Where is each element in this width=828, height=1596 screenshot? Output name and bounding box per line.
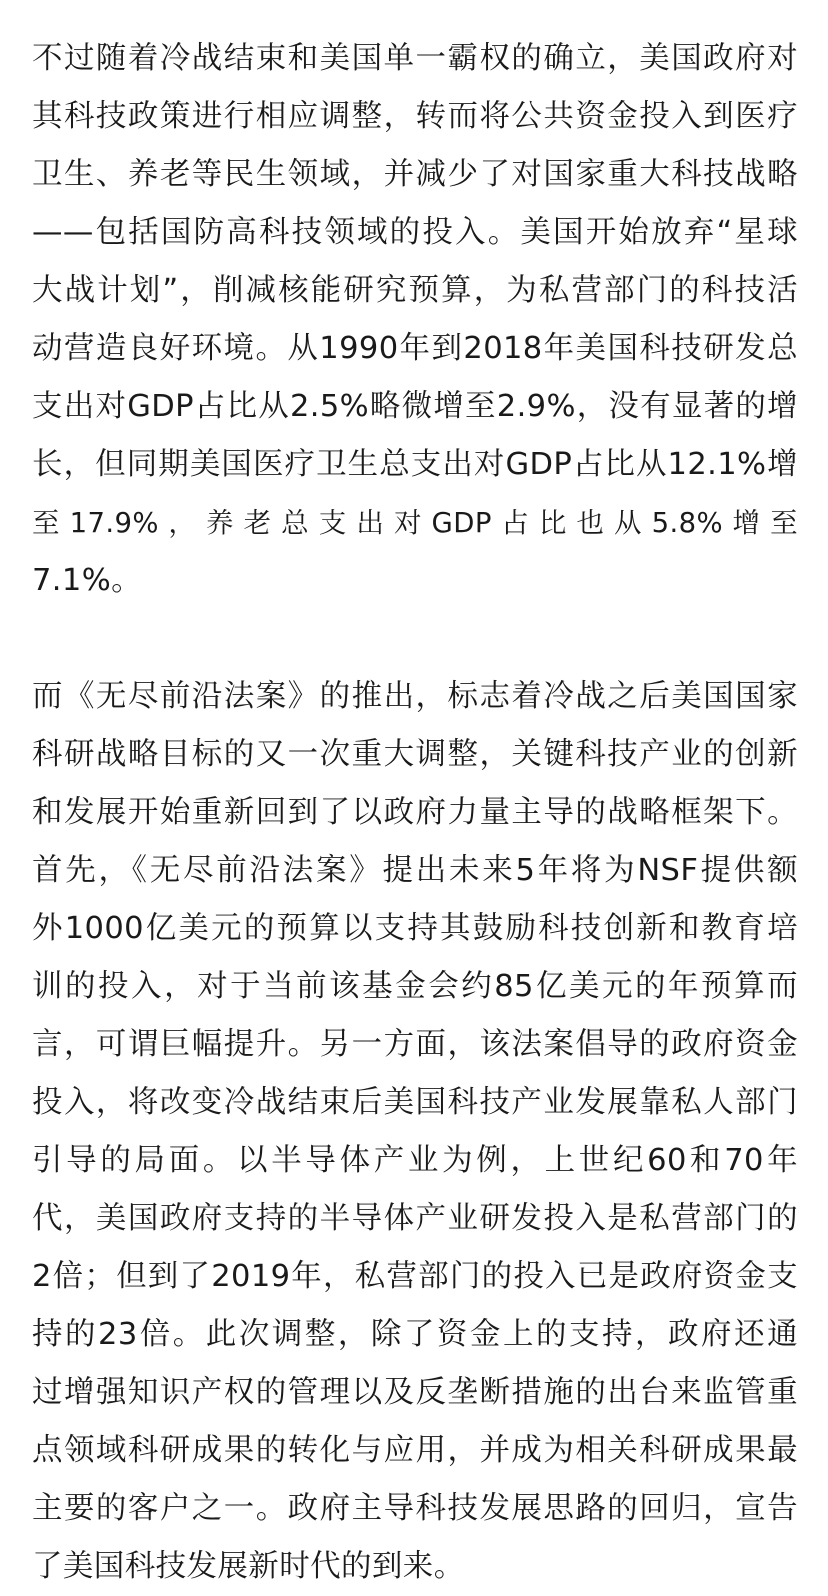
text-line: 代，美国政府支持的半导体产业研发投入是私营部门的 bbox=[32, 1201, 798, 1236]
text-line: 训的投入，对于当前该基金会约85亿美元的年预算而 bbox=[32, 969, 798, 1004]
text-line: 不过随着冷战结束和美国单一霸权的确立，美国政府对 bbox=[32, 41, 798, 76]
text-line: 至 17.9% ， 养 老 总 支 出 对 GDP 占 比 也 从 5.8% 增 至 bbox=[32, 507, 798, 539]
text-line: 2倍；但到了2019年，私营部门的投入已是政府资金支 bbox=[32, 1259, 798, 1294]
paragraph-spacer bbox=[32, 610, 798, 668]
paragraph-2 bbox=[32, 668, 798, 1596]
text-line: 大战计划”，削减核能研究预算，为私营部门的科技活 bbox=[32, 273, 798, 308]
text-line: 动营造良好环境。从1990年到2018年美国科技研发总 bbox=[32, 331, 798, 366]
text-line: 和发展开始重新回到了以政府力量主导的战略框架下。 bbox=[32, 795, 798, 830]
text-line: 持的23倍。此次调整，除了资金上的支持，政府还通 bbox=[32, 1317, 798, 1352]
text-line: 其科技政策进行相应调整，转而将公共资金投入到医疗 bbox=[32, 99, 798, 134]
text-line: 主要的客户之一。政府主导科技发展思路的回归，宣告 bbox=[32, 1491, 798, 1526]
text-line: ——包括国防高科技领域的投入。美国开始放弃“星球 bbox=[32, 215, 798, 250]
text-line: 支出对GDP占比从2.5%略微增至2.9%，没有显著的增 bbox=[32, 389, 798, 424]
text-line: 了美国科技发展新时代的到来。 bbox=[32, 1549, 465, 1584]
text-line: 科研战略目标的又一次重大调整，关键科技产业的创新 bbox=[32, 737, 798, 772]
paragraph-1 bbox=[32, 30, 798, 610]
article-body bbox=[32, 30, 798, 1596]
text-line: 投入，将改变冷战结束后美国科技产业发展靠私人部门 bbox=[32, 1085, 798, 1120]
text-line: 点领域科研成果的转化与应用，并成为相关科研成果最 bbox=[32, 1433, 798, 1468]
text-line: 过增强知识产权的管理以及反垄断措施的出台来监管重 bbox=[32, 1375, 798, 1410]
text-line: 而《无尽前沿法案》的推出，标志着冷战之后美国国家 bbox=[32, 679, 798, 714]
text-line: 引导的局面。以半导体产业为例，上世纪60和70年 bbox=[32, 1143, 798, 1178]
text-line: 外1000亿美元的预算以支持其鼓励科技创新和教育培 bbox=[32, 911, 798, 946]
text-line: 首先，《无尽前沿法案》提出未来5年将为NSF提供额 bbox=[32, 853, 798, 888]
text-line: 卫生、养老等民生领域，并减少了对国家重大科技战略 bbox=[32, 157, 798, 192]
text-line: 长，但同期美国医疗卫生总支出对GDP占比从12.1%增 bbox=[32, 447, 798, 482]
text-line: 7.1%。 bbox=[32, 563, 142, 598]
text-line: 言，可谓巨幅提升。另一方面，该法案倡导的政府资金 bbox=[32, 1027, 798, 1062]
